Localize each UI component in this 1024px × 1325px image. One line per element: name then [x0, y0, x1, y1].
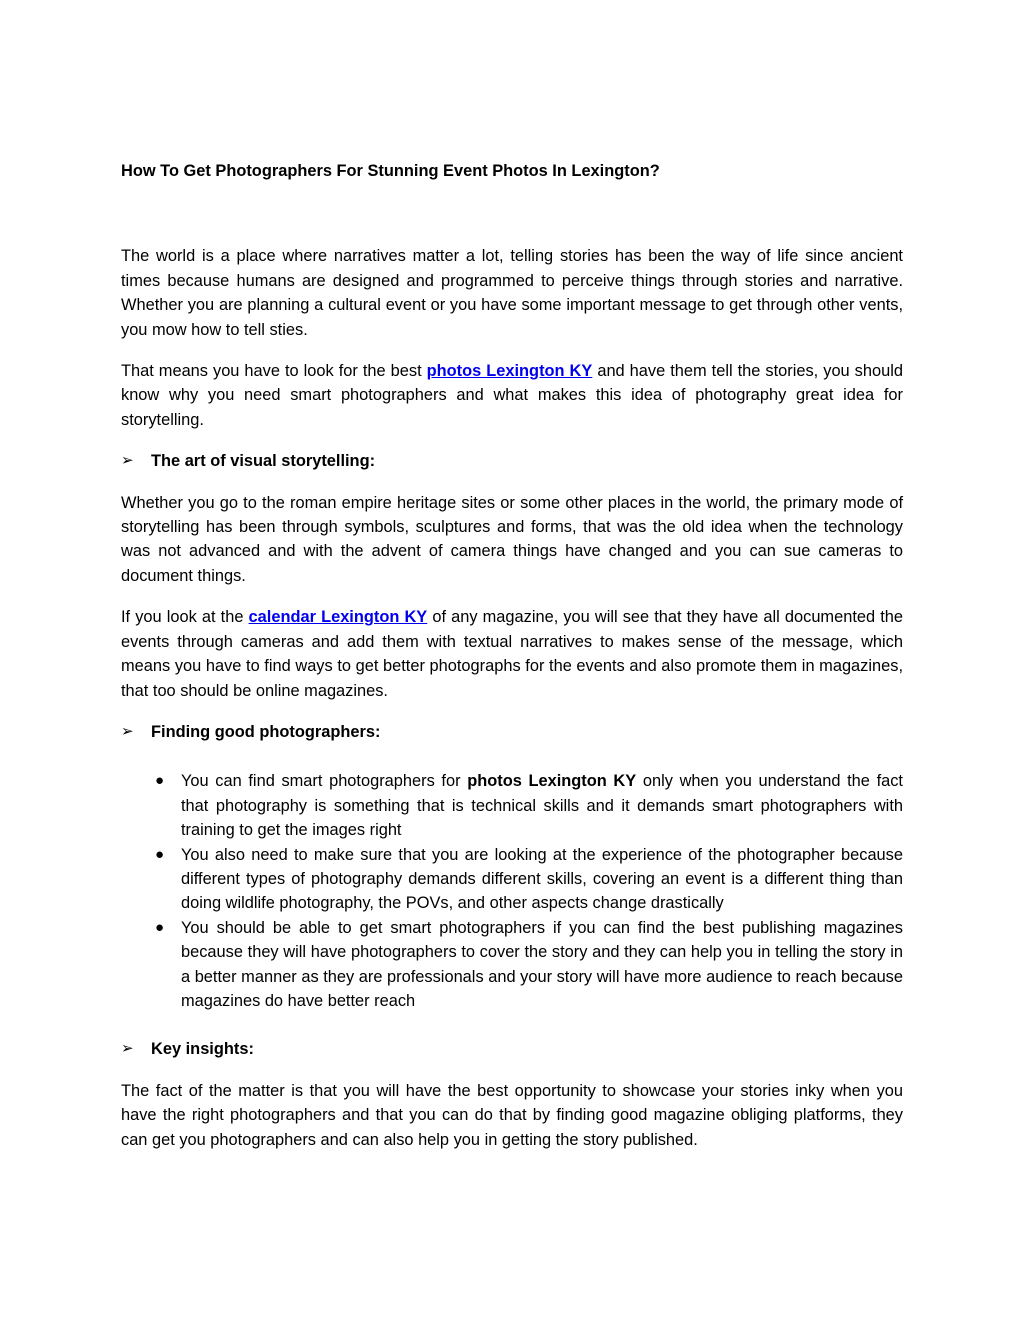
- text: and have them tell the stories, you should know why you need smart photographers and what makes this idea of photography great idea for storytelling.: [121, 362, 903, 429]
- round-bullet-icon: ●: [155, 918, 165, 936]
- document-body: [121, 159, 903, 1152]
- round-bullet-icon: ●: [155, 845, 165, 863]
- text: of any magazine, you will see that they have all documented the events through cameras and add them with textual narratives to makes sense of the message, which means you have to find ways to get better photographs for the events and also promote them in magazines, that too should be online magazines.: [121, 608, 903, 700]
- calendar-lexington-link[interactable]: calendar Lexington KY: [248, 608, 428, 627]
- heading-text: Key insights:: [151, 1040, 254, 1059]
- text: You should be able to get smart photographers if you can find the best publishing magazines because they will have photographers to cover the story and they can help you in telling the story in a better manner as they are professionals and your story will have more audience to reach because magazines do have better reach: [181, 918, 903, 1010]
- photos-lexington-link[interactable]: photos Lexington KY: [426, 362, 593, 381]
- page-title: How To Get Photographers For Stunning Event Photos In Lexington?: [121, 162, 660, 180]
- paragraph-calendar: [121, 605, 903, 703]
- heading-text: The art of visual storytelling:: [151, 452, 376, 471]
- text: You can find smart photographers for: [181, 772, 468, 791]
- arrow-bullet-icon: ➢: [121, 452, 134, 470]
- bold-text: photos Lexington KY: [467, 772, 637, 791]
- section-heading-visual-storytelling: [121, 449, 903, 473]
- round-bullet-icon: ●: [155, 772, 165, 790]
- list-item: [121, 769, 903, 842]
- text: only when you understand the fact that photography is something that is technical skills and it demands smart photographers with training to get the images right: [181, 772, 903, 840]
- text: If you look at the: [121, 608, 249, 627]
- paragraph-roman-empire: Whether you go to the roman empire heritage sites or some other places in the world, the primary mode of storytelling has been through symbols, sculptures and forms, that was the old idea when the technology was not advanced and with the advent of camera things have changed and you can sue cameras to document things.: [121, 493, 903, 585]
- arrow-bullet-icon: ➢: [121, 1040, 134, 1058]
- list-item: [121, 843, 903, 916]
- intro-paragraph: The world is a place where narratives matter a lot, telling stories has been the way of life since ancient times because humans are designed and programmed to perceive things through stories and narrative. Whether you are planning a cultural event or you have some important message to get through other vents, you mow how to tell sties.: [121, 247, 903, 339]
- arrow-bullet-icon: ➢: [121, 722, 134, 740]
- text: That means you have to look for the best: [121, 362, 427, 381]
- heading-text: Finding good photographers:: [151, 722, 381, 741]
- section-heading-finding-photographers: [121, 720, 903, 744]
- list-item: [121, 916, 903, 1014]
- paragraph-best-photos: [121, 359, 903, 432]
- text: You also need to make sure that you are looking at the experience of the photographer because different types of photography demands different skills, covering an event is a different thing than doing wildlife photography, the POVs, and other aspects change drastically: [181, 845, 903, 913]
- section-heading-key-insights: [121, 1037, 903, 1061]
- paragraph-key-insights: The fact of the matter is that you will have the best opportunity to showcase your stories inky when you have the right photographers and that you can do that by finding good magazine obliging platforms, they can get you photographers and can also help you in getting the story published.: [121, 1081, 903, 1149]
- bullet-list: [121, 769, 903, 1013]
